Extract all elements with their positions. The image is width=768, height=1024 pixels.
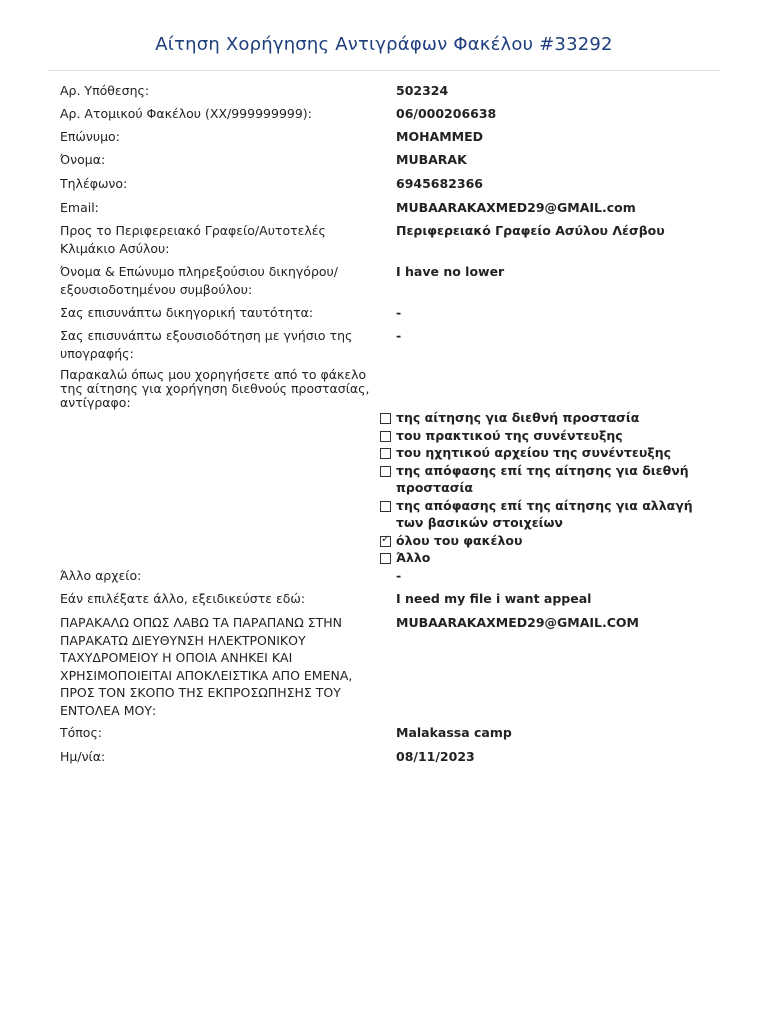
field-value: - — [396, 305, 402, 320]
field-value: I need my file i want appeal — [396, 591, 592, 606]
checkbox-icon[interactable] — [380, 466, 391, 477]
field-value: MUBAARAKAXMED29@GMAIL.com — [396, 200, 636, 215]
copy-option[interactable] — [380, 532, 700, 550]
field-label: Παρακαλώ όπως μου χορηγήσετε από το φάκελο της αίτησης για χορήγηση διεθνούς προστασίας, αντίγραφο: — [60, 367, 370, 410]
field-label: Αρ. Ατομικού Φακέλου (ΧΧ/999999999): — [60, 106, 312, 121]
copy-option-label: της απόφασης επί της αίτησης για διεθνή προστασία — [396, 462, 689, 495]
copy-option-label: της απόφασης επί της αίτησης για αλλαγή των βασικών στοιχείων — [396, 497, 693, 530]
field-label: Όνομα & Επώνυμο πληρεξούσιου δικηγόρου/εξουσιοδοτημένου συμβούλου: — [60, 264, 338, 297]
field-label: Σας επισυνάπτω δικηγορική ταυτότητα: — [60, 305, 314, 320]
title-divider — [48, 70, 720, 71]
copy-option[interactable] — [380, 409, 700, 427]
field-value: Περιφερειακό Γραφείο Ασύλου Λέσβου — [396, 223, 665, 238]
field-value: 06/000206638 — [396, 106, 497, 121]
field-label: Τόπος: — [60, 725, 103, 740]
field-label: ΠΑΡΑΚΑΛΩ ΟΠΩΣ ΛΑΒΩ ΤΑ ΠΑΡΑΠΑΝΩ ΣΤΗΝ ΠΑΡΑΚΑΤΩ ΔΙΕΥΘΥΝΣΗ ΗΛΕΚΤΡΟΝΙΚΟΥ ΤΑΧΥΔΡΟΜΕΙΟΥ Η ΟΠΟΙΑ ΑΝΗΚΕΙ ΚΑΙ ΧΡΗΣΙΜΟΠΟΙΕΙΤΑΙ ΑΠΟΚΛΕΙΣΤΙΚΑ ΑΠΟ ΕΜΕΝΑ, ΠΡΟΣ ΤΟΝ ΣΚΟΠΟ ΤΗΣ ΕΚΠΡΟΣΩΠΗΣΗΣ ΤΟΥ ΕΝΤΟΛΕΑ ΜΟΥ: — [60, 615, 353, 718]
checkbox-icon[interactable] — [380, 501, 391, 512]
field-label: Ημ/νία: — [60, 749, 106, 764]
field-value: 08/11/2023 — [396, 749, 475, 764]
copy-option[interactable] — [380, 462, 700, 497]
field-value: MUBARAK — [396, 152, 467, 167]
copy-option[interactable] — [380, 549, 700, 567]
field-value: 502324 — [396, 83, 449, 98]
field-value: I have no lower — [396, 264, 505, 279]
field-label: Προς το Περιφερειακό Γραφείο/Αυτοτελές Κλιμάκιο Ασύλου: — [60, 223, 326, 256]
copy-option[interactable] — [380, 497, 700, 532]
checkbox-icon[interactable] — [380, 553, 391, 564]
checkbox-icon[interactable] — [380, 413, 391, 424]
field-label: Επώνυμο: — [60, 129, 120, 144]
field-value: - — [396, 568, 402, 583]
copy-option-label: της αίτησης για διεθνή προστασία — [396, 410, 640, 425]
field-label: Όνομα: — [60, 152, 106, 167]
field-label: Τηλέφωνο: — [60, 176, 128, 191]
field-value: Malakassa camp — [396, 725, 512, 740]
field-value: MOHAMMED — [396, 129, 483, 144]
copy-option-label: του πρακτικού της συνέντευξης — [396, 427, 623, 443]
copy-option-label: όλου του φακέλου — [396, 532, 523, 548]
copy-options-list — [380, 409, 700, 567]
copy-option-label: Άλλο — [396, 550, 431, 565]
checkbox-checked-icon[interactable] — [380, 536, 391, 547]
field-value: 6945682366 — [396, 176, 483, 191]
form-title: Αίτηση Χορήγησης Αντιγράφων Φακέλου #33292 — [155, 34, 613, 55]
checkbox-icon[interactable] — [380, 448, 391, 459]
copy-option[interactable] — [380, 427, 700, 445]
field-label: Email: — [60, 200, 99, 215]
field-label: Άλλο αρχείο: — [60, 568, 142, 583]
field-label: Εάν επιλέξατε άλλο, εξειδικεύστε εδώ: — [60, 591, 306, 606]
copy-option-label: του ηχητικού αρχείου της συνέντευξης — [396, 445, 672, 460]
field-value: - — [396, 328, 402, 343]
field-label: Σας επισυνάπτω εξουσιοδότηση με γνήσιο της υπογραφής: — [60, 328, 353, 361]
checkbox-icon[interactable] — [380, 431, 391, 442]
copy-option[interactable] — [380, 444, 700, 462]
field-label: Αρ. Υπόθεσης: — [60, 83, 150, 98]
field-value: MUBAARAKAXMED29@GMAIL.COM — [396, 615, 639, 630]
